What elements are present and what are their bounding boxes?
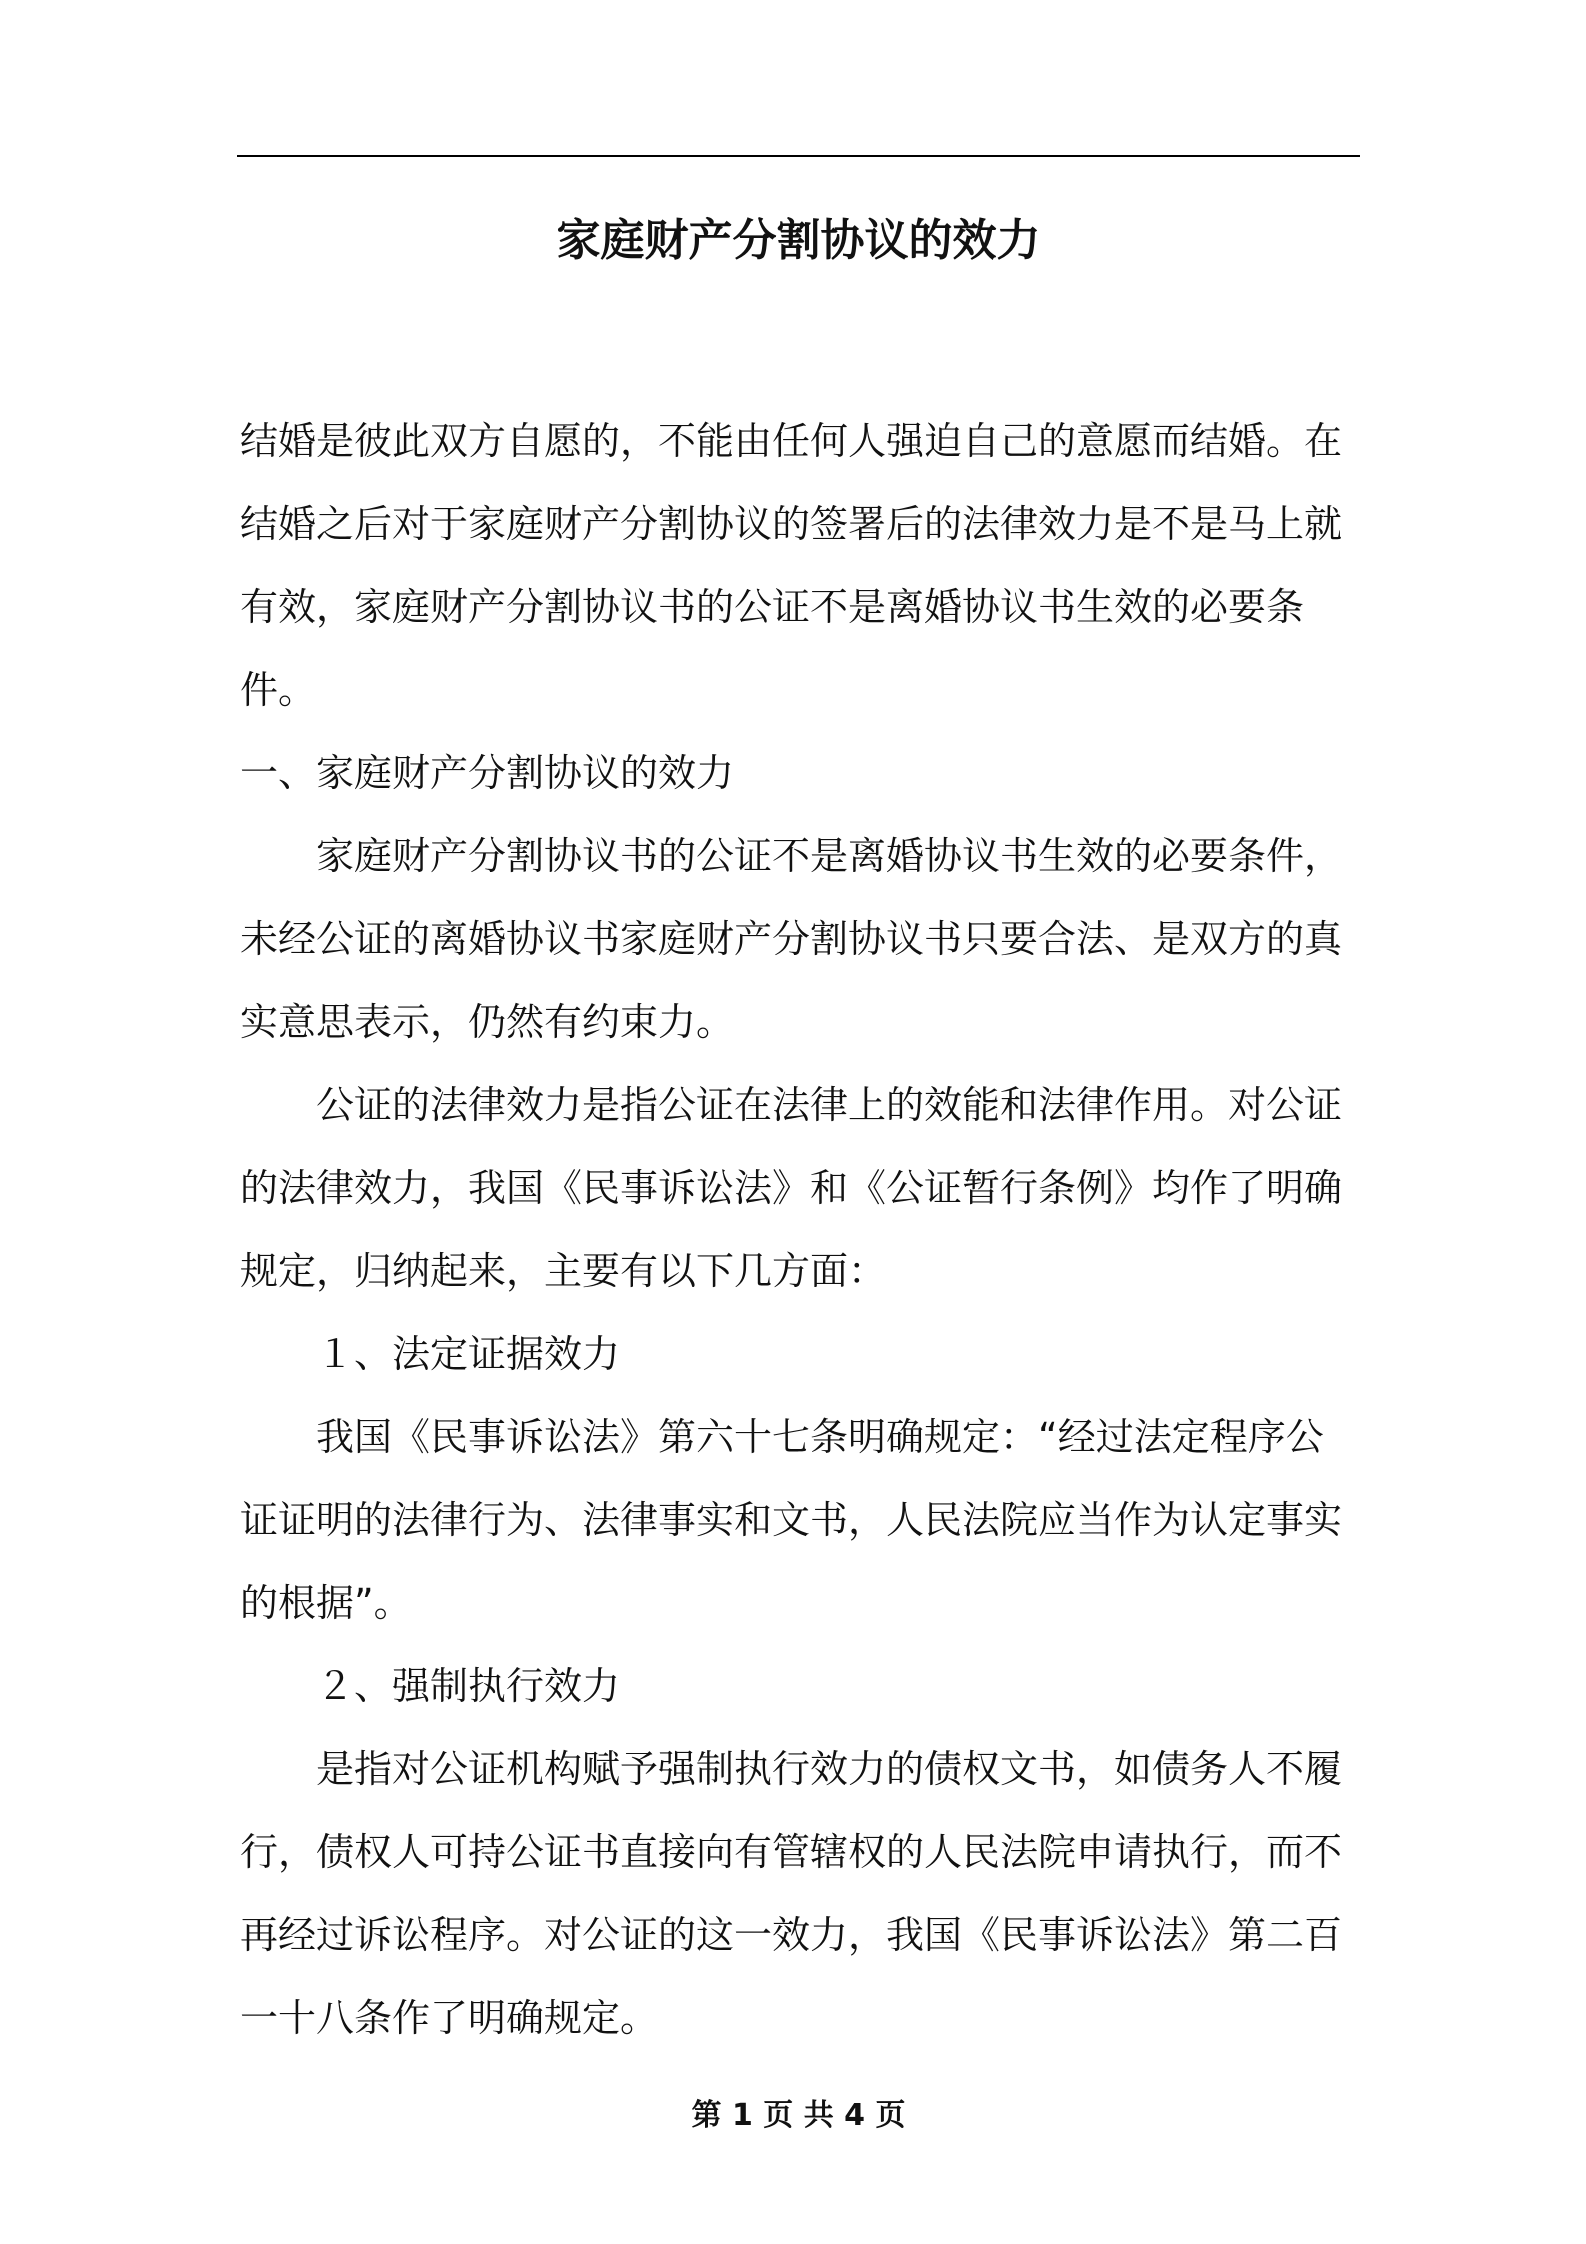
header-rule bbox=[237, 155, 1360, 157]
document-title: 家庭财产分割协议的效力 bbox=[556, 215, 1041, 266]
subheading-enforcement: ２、强制执行效力 bbox=[316, 1664, 621, 1708]
section-heading-1: 一、家庭财产分割协议的效力 bbox=[240, 751, 735, 795]
subheading-legal-evidence: １、法定证据效力 bbox=[316, 1332, 621, 1376]
intro-paragraph: 结婚是彼此双方自愿的，不能由任何人强迫自己的意愿而结婚。在结婚之后对于家庭财产分割协议的签署后的法律效力是不是马上就有效，家庭财产分割协议书的公证不是离婚协议书生效的必要条件。 bbox=[240, 419, 1343, 712]
body-paragraph: 家庭财产分割协议书的公证不是离婚协议书生效的必要条件，未经公证的离婚协议书家庭财产分割协议书只要合法、是双方的真实意思表示，仍然有约束力。 bbox=[240, 834, 1343, 1044]
body-paragraph: 我国《民事诉讼法》第六十七条明确规定：“经过法定程序公证证明的法律行为、法律事实和文书，人民法院应当作为认定事实的根据”。 bbox=[240, 1415, 1343, 1625]
body-paragraph: 公证的法律效力是指公证在法律上的效能和法律作用。对公证的法律效力，我国《民事诉讼法》和《公证暂行条例》均作了明确规定，归纳起来，主要有以下几方面： bbox=[240, 1083, 1343, 1293]
body-paragraph: 是指对公证机构赋予强制执行效力的债权文书，如债务人不履行，债权人可持公证书直接向有管辖权的人民法院申请执行，而不再经过诉讼程序。对公证的这一效力，我国《民事诉讼法》第二百一十八条作了明确规定。 bbox=[240, 1747, 1343, 2040]
page-footer: 第 1 页 共 4 页 bbox=[691, 2098, 906, 2133]
document-body bbox=[240, 400, 1360, 2060]
